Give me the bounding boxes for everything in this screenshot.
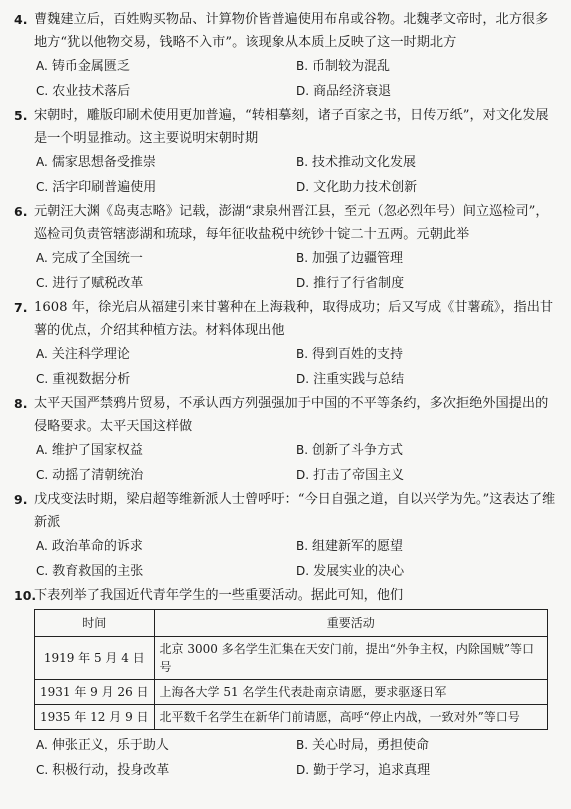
question-4 — [14, 8, 557, 104]
option-d[interactable]: D. 勤于学习，追求真理 — [296, 763, 431, 778]
option-a[interactable]: A. 儒家思想备受推崇 — [36, 155, 156, 170]
options — [14, 733, 557, 783]
question-stem: 下表列举了我国近代青年学生的一些重要活动。据此可知，他们 — [34, 588, 404, 603]
question-number: 9. — [14, 492, 28, 507]
option-a[interactable]: A. 铸币金属匮乏 — [36, 59, 130, 74]
option-c[interactable]: C. 活字印刷普遍使用 — [36, 180, 157, 195]
option-b[interactable]: B. 技术推动文化发展 — [296, 155, 417, 170]
question-stem: 曹魏建立后，百姓购买物品、计算物价皆普遍使用布帛或谷物。北魏孝文帝时，北方很多地方“犹以他物交易，钱略不入市”。该现象从本质上反映了这一时期北方 — [34, 12, 549, 50]
option-d[interactable]: D. 推行了行省制度 — [296, 276, 405, 291]
question-10 — [14, 584, 557, 783]
option-d[interactable]: D. 发展实业的决心 — [296, 564, 405, 579]
question-stem: 1608 年，徐光启从福建引来甘薯种在上海栽种，取得成功；后又写成《甘薯疏》，指出甘薯的优点，介绍其种植方法。材料体现出他 — [34, 300, 554, 338]
question-number: 10. — [14, 588, 37, 603]
question-stem: 戊戌变法时期，梁启超等维新派人士曾呼吁：“今日自强之道，自以兴学为先。”这表达了维新派 — [34, 492, 556, 530]
option-b[interactable]: B. 币制较为混乱 — [296, 59, 391, 74]
option-c[interactable]: C. 重视数据分析 — [36, 372, 131, 387]
option-a[interactable]: A. 完成了全国统一 — [36, 251, 143, 266]
option-c[interactable]: C. 农业技术落后 — [36, 84, 131, 99]
option-d[interactable]: D. 文化助力技术创新 — [296, 180, 418, 195]
option-b[interactable]: B. 组建新军的愿望 — [296, 539, 404, 554]
question-6 — [14, 200, 557, 296]
table-cell-time: 1935 年 12 月 9 日 — [35, 705, 155, 730]
option-c[interactable]: C. 积极行动，投身改革 — [36, 763, 170, 778]
question-stem: 元朝汪大渊《岛夷志略》记载，澎湖“隶泉州晋江县，至元（忽必烈年号）间立巡检司”，巡检司负责管辖澎湖和琉球，每年征收盐税中统钞十锭二十五两。元朝此举 — [34, 204, 549, 242]
activities-table — [34, 609, 548, 730]
option-c[interactable]: C. 进行了赋税改革 — [36, 276, 144, 291]
options — [14, 150, 557, 200]
options — [14, 246, 557, 296]
option-d[interactable]: D. 注重实践与总结 — [296, 372, 405, 387]
table-cell-activity: 北平数千名学生在新华门前请愿，高呼“停止内战，一致对外”等口号 — [154, 705, 547, 730]
table-cell-activity: 上海各大学 51 名学生代表赴南京请愿，要求驱逐日军 — [154, 680, 547, 705]
question-number: 4. — [14, 12, 28, 27]
option-a[interactable]: A. 维护了国家权益 — [36, 443, 143, 458]
question-stem: 宋朝时，雕版印刷术使用更加普遍，“转相摹刻，诸子百家之书，日传万纸”，对文化发展是一个明显推动。这主要说明宋朝时期 — [34, 108, 549, 146]
table-cell-time: 1931 年 9 月 26 日 — [35, 680, 155, 705]
table-cell-activity: 北京 3000 多名学生汇集在天安门前，提出“外争主权，内除国贼”等口号 — [154, 637, 547, 680]
option-d[interactable]: D. 打击了帝国主义 — [296, 468, 405, 483]
column-header-time: 时间 — [35, 610, 155, 637]
table-row — [35, 680, 548, 705]
option-a[interactable]: A. 关注科学理论 — [36, 347, 130, 362]
option-b[interactable]: B. 关心时局，勇担使命 — [296, 738, 430, 753]
question-number: 8. — [14, 396, 28, 411]
question-number: 6. — [14, 204, 28, 219]
question-stem: 太平天国严禁鸦片贸易，不承认西方列强强加于中国的不平等条约，多次拒绝外国提出的侵略要求。太平天国这样做 — [34, 396, 549, 434]
option-b[interactable]: B. 创新了斗争方式 — [296, 443, 404, 458]
options — [14, 438, 557, 488]
option-d[interactable]: D. 商品经济衰退 — [296, 84, 392, 99]
option-a[interactable]: A. 伸张正义，乐于助人 — [36, 738, 169, 753]
table-row — [35, 705, 548, 730]
table-cell-time: 1919 年 5 月 4 日 — [35, 637, 155, 680]
question-number: 5. — [14, 108, 28, 123]
options — [14, 54, 557, 104]
table-header-row — [35, 610, 548, 637]
option-c[interactable]: C. 动摇了清朝统治 — [36, 468, 144, 483]
question-5 — [14, 104, 557, 200]
option-c[interactable]: C. 教育救国的主张 — [36, 564, 144, 579]
table-row — [35, 637, 548, 680]
option-a[interactable]: A. 政治革命的诉求 — [36, 539, 143, 554]
question-number: 7. — [14, 300, 28, 315]
options — [14, 534, 557, 584]
question-9 — [14, 488, 557, 584]
column-header-activity: 重要活动 — [154, 610, 547, 637]
option-b[interactable]: B. 得到百姓的支持 — [296, 347, 404, 362]
options — [14, 342, 557, 392]
question-7 — [14, 296, 557, 392]
option-b[interactable]: B. 加强了边疆管理 — [296, 251, 404, 266]
question-8 — [14, 392, 557, 488]
